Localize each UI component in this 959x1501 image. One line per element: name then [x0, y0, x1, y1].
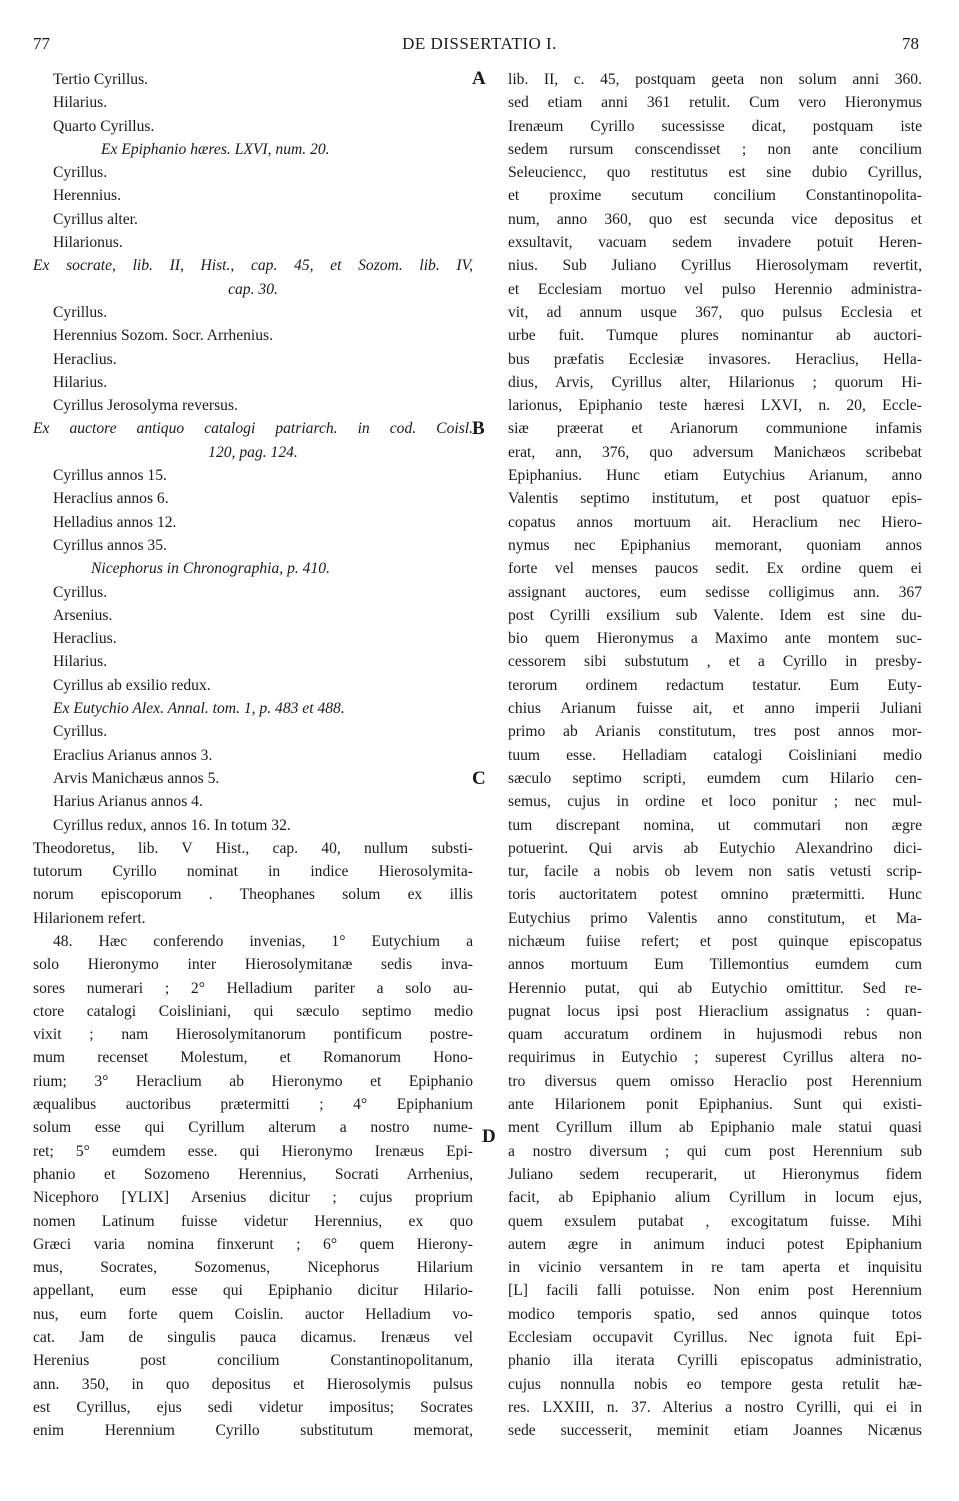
- right-text-line: lib. II, c. 45, postquam geeta non solum anni 360.: [508, 71, 922, 88]
- left-text-line: rium; 3° Heraclium ab Hieronymo et Epiphanio: [33, 1072, 473, 1090]
- left-text-line: Hilarius.: [53, 653, 108, 671]
- left-text-line: tutorum Cyrillo nominat in indice Hierosolymita-: [33, 863, 473, 881]
- right-text-line: nymus nec Epiphanius memorant, quoniam annos: [508, 536, 922, 554]
- right-text-line: a nostro diversum ; qui cum post Herennium sub: [508, 1142, 922, 1160]
- running-header: [0, 34, 959, 62]
- right-text-line: dius, Arvis, Cyrillus alter, Hilarionus ; quorum Hi-: [508, 373, 922, 391]
- left-text-line: Cyrillus.: [53, 723, 108, 741]
- right-text-line: ment Cyrillum illum ab Epiphanio male statui quasi: [508, 1119, 922, 1137]
- left-text-line: mus, Socrates, Sozomenus, Nicephorus Hilarium: [33, 1259, 473, 1277]
- right-text-line: et Ecclesiam mortuo vel pulso Herennio administra-: [508, 280, 922, 298]
- right-text-line: primo ab Arianis constitutum, tres post annos mor-: [508, 723, 922, 741]
- right-text-line: Seleuciencc, quo restitutus est sine dubio Cyrillus,: [508, 164, 922, 182]
- right-text-line: terorum ordinem redactum testatur. Eum Euty-: [508, 676, 922, 694]
- right-text-line: Irenæum Cyrillo sucessisse dicat, postquam iste: [508, 117, 922, 135]
- left-text-line: Nicephorus in Chronographia, p. 410.: [91, 560, 330, 578]
- right-text-line: [L] facili falli potuisse. Non enim post Herennium: [508, 1282, 922, 1300]
- right-text-line: sedem rursum conscendisset ; non ante concilium: [508, 140, 922, 158]
- right-text-line: modico temporis spatio, sed annos quinque totos: [508, 1305, 922, 1323]
- right-text-line: bio quem Hieronymus a Maximo ante montem suc-: [508, 630, 922, 648]
- right-text-line: toris auctoritatem potest omnino prætermitti. Hunc: [508, 886, 922, 904]
- right-text-line: erat, ann, 376, quo adversum Manichæos scribebat: [508, 443, 922, 461]
- left-text-line: Hilarius.: [53, 94, 108, 112]
- left-text-line: Herenius post concilium Constantinopolitanum,: [33, 1352, 473, 1370]
- right-text-line: larionus, Epiphanio teste hæresi LXVI, n. 20, Eccle-: [508, 397, 922, 415]
- right-text-line: tuum esse. Helladiam catalogi Coisliniani medio: [508, 746, 922, 764]
- left-text-line: Herennius Sozom. Socr. Arrhenius.: [53, 327, 274, 345]
- left-text-line: Eraclius Arianus annos 3.: [53, 746, 213, 764]
- right-text-line: chius Arianum fuisse ait, et anno imperii Juliani: [508, 700, 922, 718]
- right-text-line: assignant auctores, eum sedisse colligimus ann. 367: [508, 583, 922, 601]
- right-text-line: ante Hilarionem ponit Epiphanius. Sunt qui existi-: [508, 1096, 922, 1114]
- right-text-line: quem exsulem putabat , excogitatum fuisse. Mihi: [508, 1212, 922, 1230]
- left-text-line: mum recenset Molestum, et Romanorum Hono-: [33, 1049, 473, 1067]
- left-text-line: æqualibus auctoribus prætermitti ; 4° Epiphanium: [33, 1096, 473, 1114]
- left-text-line: Quarto Cyrillus.: [53, 117, 155, 135]
- right-text-line: cujus nonnulla nobis eo tempore gesta retulit hæ-: [508, 1375, 922, 1393]
- right-page-number: 78: [902, 34, 919, 53]
- right-text-line: tur, facile a nobis ob levem non satis vetusti scrip-: [508, 863, 922, 881]
- margin-marker-d: D: [482, 1126, 496, 1147]
- margin-marker-a: A: [472, 68, 486, 89]
- right-text-line: post Cyrilli exsilium sub Valente. Idem est sine du-: [508, 606, 922, 624]
- right-text-line: copatus annos mortuum ait. Heraclium nec Hiero-: [508, 513, 922, 531]
- left-text-line: Ex auctore antiquo catalogi patriarch. in cod. Coisl.: [33, 420, 473, 438]
- right-text-line: num, anno 360, quo est secunda vice depositus et: [508, 210, 922, 228]
- left-text-line: ann. 350, in quo depositus et Hierosolymis pulsus: [33, 1375, 473, 1393]
- right-text-line: sede successerit, meminit etiam Joannes Nicænus: [508, 1422, 922, 1440]
- left-text-line: Theodoretus, lib. V Hist., cap. 40, nullum substi-: [33, 839, 473, 857]
- left-text-line: nomen Latinum fuisse videtur Herennius, ex quo: [33, 1212, 473, 1230]
- right-text-line: annos mortuum Eum Tillemontius eumdem cum: [508, 956, 922, 974]
- left-text-line: Cyrillus.: [53, 164, 108, 182]
- left-text-line: enim Herennium Cyrillo substitutum memorat,: [33, 1422, 473, 1440]
- right-text-line: Herennio putat, qui ab Eutychio omittitur. Sed re-: [508, 979, 922, 997]
- right-text-line: Epiphanius. Hunc etiam Eutychius Arianum, anno: [508, 467, 922, 485]
- left-column: [33, 68, 473, 1443]
- right-text-line: siæ præerat et Arianorum communione infamis: [508, 420, 922, 438]
- left-text-line: cat. Jam de singulis pauca dicamus. Irenæus vel: [33, 1329, 473, 1347]
- right-text-line: tro diversus quem omisso Heraclio post Herennium: [508, 1072, 922, 1090]
- left-text-line: Ex Eutychio Alex. Annal. tom. 1, p. 483 et 488.: [53, 700, 345, 718]
- right-text-line: Juliano sedem recuperarit, ut Hieronymus fidem: [508, 1165, 922, 1183]
- right-text-line: autem ægre in animum induci potest Epiphanium: [508, 1235, 922, 1253]
- right-text-line: requirimus in Eutychio ; superest Cyrillus altera no-: [508, 1049, 922, 1067]
- running-title: DE DISSERTATIO I.: [402, 34, 557, 53]
- right-text-line: pugnat locus ipsi post Hieraclium assignatus : quan-: [508, 1002, 922, 1020]
- left-text-line: sores numerari ; 2° Helladium pariter a solo au-: [33, 979, 473, 997]
- right-text-line: sæculo septimo scripti, eumdem cum Hilario cen-: [508, 769, 922, 787]
- left-text-line: solum esse qui Cyrillum alterum a nostro nume-: [33, 1119, 473, 1137]
- left-text-line: cap. 30.: [228, 280, 278, 298]
- right-text-line: et proxime secutum concilium Constantinopolita-: [508, 187, 922, 205]
- left-text-line: solo Hieronymo inter Hierosolymitanæ sedis inva-: [33, 956, 473, 974]
- left-text-line: Cyrillus annos 35.: [53, 536, 167, 554]
- left-page-number: 77: [33, 34, 50, 53]
- left-text-line: Arvis Manichæus annos 5.: [53, 769, 220, 787]
- right-text-line: urbe fuit. Tumque plures nominantur ab auctori-: [508, 327, 922, 345]
- left-text-line: 48. Hæc conferendo invenias, 1° Eutychium a: [53, 932, 473, 950]
- right-text-line: res. LXXIII, n. 37. Alterius a nostro Cyrilli, qui ei in: [508, 1398, 922, 1416]
- left-text-line: Heraclius annos 6.: [53, 490, 169, 508]
- right-text-line: semus, cujus in ordine et loco ponitur ; nec mul-: [508, 793, 922, 811]
- left-text-line: Herennius.: [53, 187, 121, 205]
- left-text-line: Heraclius.: [53, 630, 117, 648]
- left-text-line: Cyrillus annos 15.: [53, 467, 167, 485]
- right-column: [508, 68, 922, 1443]
- left-text-line: Ex Epiphanio hæres. LXVI, num. 20.: [101, 140, 330, 158]
- left-text-line: ret; 5° eumdem esse. qui Hieronymo Irenæus Epi-: [33, 1142, 473, 1160]
- right-text-line: bus præfatis Ecclesiæ invasores. Heraclius, Hella-: [508, 350, 922, 368]
- left-text-line: Græci varia nomina finxerunt ; 6° quem Hierony-: [33, 1235, 473, 1253]
- right-text-line: Ecclesiam occupavit Cyrillus. Nec ignota fuit Epi-: [508, 1329, 922, 1347]
- left-text-line: appellant, eum esse qui Epiphanio dicitur Hilario-: [33, 1282, 473, 1300]
- left-text-line: Helladius annos 12.: [53, 513, 177, 531]
- left-text-line: Hilarionus.: [53, 234, 123, 252]
- left-text-line: Cyrillus ab exsilio redux.: [53, 676, 211, 694]
- left-text-line: Cyrillus.: [53, 303, 108, 321]
- left-text-line: Hilarionem refert.: [33, 909, 146, 927]
- left-text-line: Tertio Cyrillus.: [53, 71, 149, 88]
- left-text-line: Cyrillus alter.: [53, 210, 138, 228]
- left-text-line: Heraclius.: [53, 350, 117, 368]
- left-text-line: vixit ; nam Hierosolymitanorum pontificum postre-: [33, 1026, 473, 1044]
- right-text-line: tum discrepant nomina, ut commutari non ægre: [508, 816, 922, 834]
- left-text-line: Cyrillus redux, annos 16. In totum 32.: [53, 816, 291, 834]
- right-text-line: nius. Sub Juliano Cyrillus Hierosolymam revertit,: [508, 257, 922, 275]
- margin-marker-c: C: [472, 768, 486, 789]
- right-text-line: Eutychius primo Valentis anno constitutum, et Ma-: [508, 909, 922, 927]
- left-text-line: Hilarius.: [53, 373, 108, 391]
- left-text-line: Nicephoro [YLIX] Arsenius dicitur ; cujus proprium: [33, 1189, 473, 1207]
- right-text-line: phanio illa iterata Cyrilli episcopatus administratio,: [508, 1352, 922, 1370]
- right-text-line: cessorem sibi substutum , et a Cyrillo in presby-: [508, 653, 922, 671]
- right-text-line: in vicinio versantem in re tam aperta et inquisitu: [508, 1259, 922, 1277]
- right-text-line: facit, ab Epiphanio alium Cyrillum in locum ejus,: [508, 1189, 922, 1207]
- left-text-line: est Cyrillus, ejus sedi videtur impositus; Socrates: [33, 1398, 473, 1416]
- left-text-line: Harius Arianus annos 4.: [53, 793, 203, 811]
- right-text-line: vit, ad annum usque 367, quo pulsus Ecclesia et: [508, 303, 922, 321]
- right-text-line: nichæum fuiise refert; et post quinque episcopatus: [508, 932, 922, 950]
- left-text-line: Cyrillus.: [53, 583, 108, 601]
- left-text-line: norum episcoporum . Theophanes solum ex illis: [33, 886, 473, 904]
- left-text-line: Ex socrate, lib. II, Hist., cap. 45, et Sozom. lib. IV,: [33, 257, 473, 275]
- left-text-line: Cyrillus Jerosolyma reversus.: [53, 397, 238, 415]
- right-text-line: potuerint. Qui arvis ab Eutychio Alexandrino dici-: [508, 839, 922, 857]
- left-text-line: 120, pag. 124.: [208, 443, 298, 461]
- left-text-line: phanio et Sozomeno Herennius, Socrati Arrhenius,: [33, 1165, 473, 1183]
- right-text-line: quam accuratum ordinem in hujusmodi rebus non: [508, 1026, 922, 1044]
- left-text-line: Arsenius.: [53, 606, 113, 624]
- left-text-line: ctore catalogi Coisliniani, qui sæculo septimo medio: [33, 1002, 473, 1020]
- right-text-line: Valentis septimo institutum, et post quatuor epis-: [508, 490, 922, 508]
- right-text-line: sed etiam anni 361 retulit. Cum vero Hieronymus: [508, 94, 922, 112]
- margin-marker-b: B: [472, 418, 485, 439]
- left-text-line: nus, eum forte quem Coislin. auctor Helladium vo-: [33, 1305, 473, 1323]
- right-text-line: forte vel menses paucos sedit. Ex ordine quem ei: [508, 560, 922, 578]
- right-text-line: exsultavit, vacuam sedem invadere potuit Heren-: [508, 234, 922, 252]
